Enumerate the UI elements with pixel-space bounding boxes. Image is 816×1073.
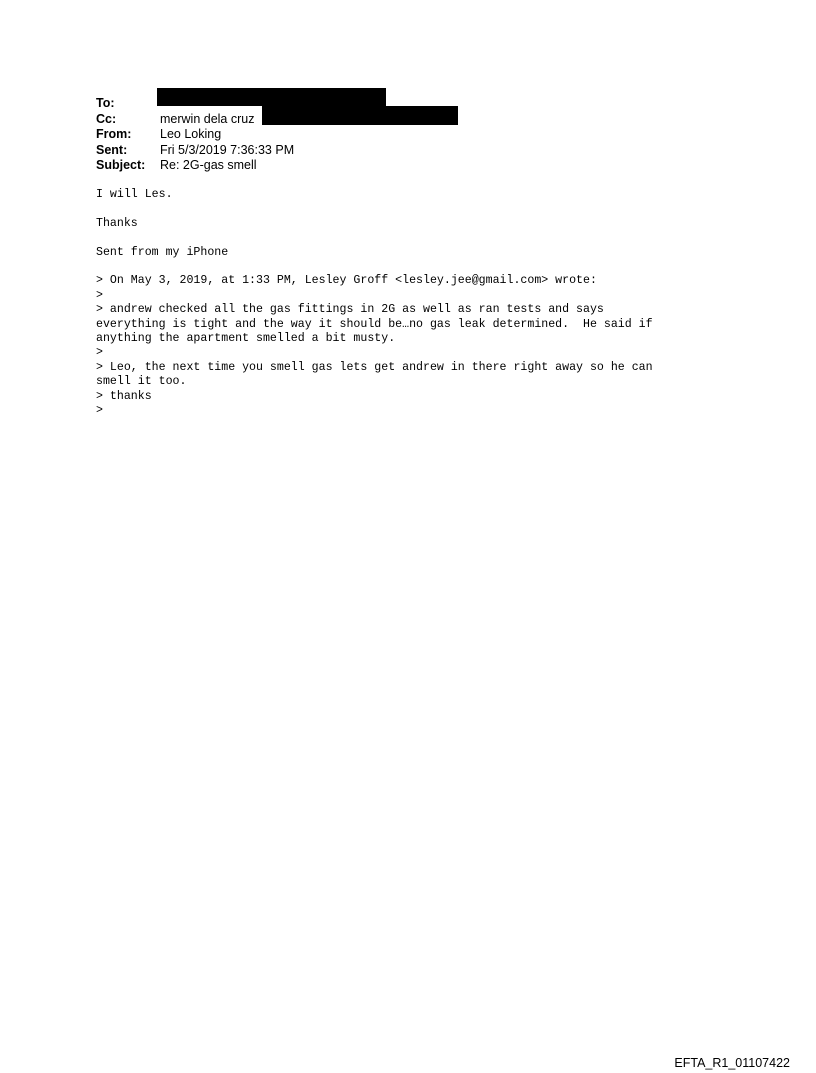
subject-label: Subject: — [96, 158, 146, 172]
quoted-line: anything the apartment smelled a bit musty. — [96, 332, 396, 346]
body-line-signature: Sent from my iPhone — [96, 245, 229, 259]
body-line-reply: I will Les. — [96, 188, 173, 201]
from-value: Leo Loking — [160, 127, 222, 141]
sent-label: Sent: — [96, 142, 128, 157]
email-body — [96, 188, 653, 418]
quoted-line: > On May 3, 2019, at 1:33 PM, Lesley Groff <lesley.jee@gmail.com> wrote: — [96, 274, 597, 288]
quoted-message — [96, 274, 653, 418]
spacer — [96, 202, 653, 216]
quoted-line: > — [96, 404, 103, 418]
quoted-line: > thanks — [96, 389, 152, 403]
sent-row — [96, 143, 294, 159]
cc-label: Cc: — [96, 111, 117, 126]
quoted-line: > — [96, 346, 103, 360]
spacer — [96, 231, 653, 245]
document-id: EFTA_R1_01107422 — [674, 1056, 790, 1070]
subject-value: Re: 2G-gas smell — [160, 158, 257, 172]
quoted-line: > andrew checked all the gas fittings in 2G as well as ran tests and says — [96, 303, 604, 317]
sent-value: Fri 5/3/2019 7:36:33 PM — [160, 142, 295, 157]
to-label: To: — [96, 96, 115, 110]
from-row — [96, 127, 294, 143]
quoted-line: > — [96, 288, 103, 302]
spacer — [96, 260, 653, 274]
quoted-line: > Leo, the next time you smell gas lets get andrew in there right away so he can — [96, 360, 653, 374]
redaction-block-cc — [262, 106, 458, 125]
quoted-line: everything is tight and the way it should be…no gas leak determined. He said if — [96, 317, 653, 331]
subject-row — [96, 158, 294, 174]
body-line-thanks: Thanks — [96, 216, 138, 230]
redaction-block-to — [157, 88, 386, 106]
cc-value: merwin dela cruz — [160, 111, 255, 126]
from-label: From: — [96, 127, 132, 141]
quoted-line: smell it too. — [96, 375, 187, 389]
